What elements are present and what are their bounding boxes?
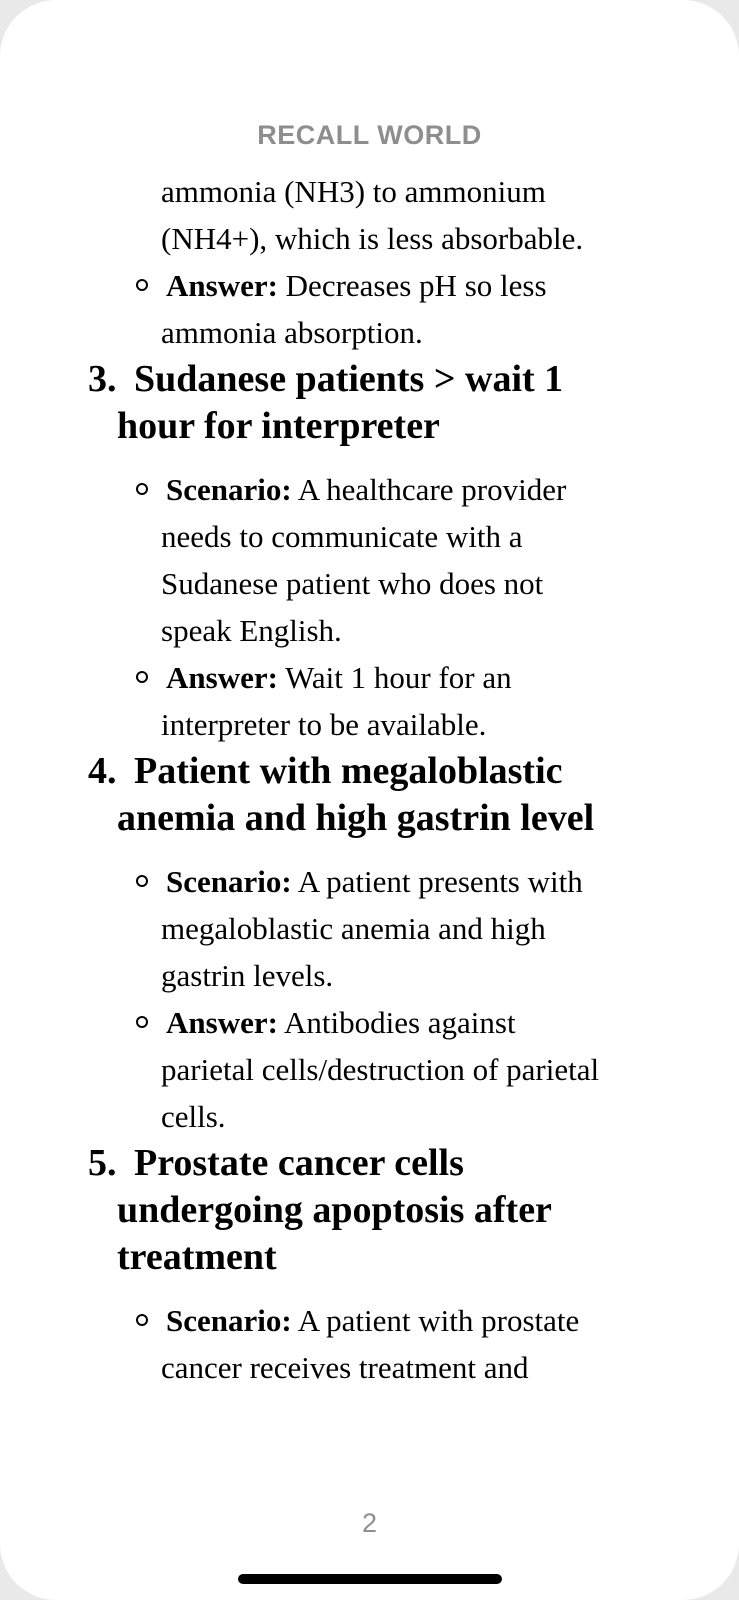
text-line: megaloblastic anemia and high (161, 911, 546, 946)
answer-label: Answer: (166, 268, 278, 303)
text-line: ammonia absorption. (161, 315, 423, 350)
text-line: interpreter to be available. (161, 707, 487, 742)
hollow-bullet-icon (136, 671, 148, 683)
answer-bullet (0, 999, 739, 1046)
scenario-bullet (0, 466, 739, 513)
item-number: 4. (88, 750, 117, 792)
hollow-bullet-icon (136, 279, 148, 291)
heading-line: Prostate cancer cells (134, 1142, 464, 1184)
answer-bullet (0, 262, 739, 309)
scenario-text: A patient presents with (297, 864, 583, 899)
text-line: cells. (161, 1099, 226, 1134)
text-line: cancer receives treatment and (161, 1350, 529, 1385)
scenario-label: Scenario: (166, 864, 292, 899)
text-line: ammonia (NH3) to ammonium (161, 174, 546, 209)
answer-label: Answer: (166, 660, 278, 695)
home-indicator[interactable] (238, 1574, 502, 1584)
heading-line: hour for interpreter (117, 405, 440, 447)
heading-line: Sudanese patients > wait 1 (134, 358, 564, 400)
item-heading-cont (0, 795, 739, 842)
heading-line: anemia and high gastrin level (117, 797, 595, 839)
page-number: 2 (361, 1508, 378, 1538)
heading-line: treatment (117, 1236, 277, 1278)
text-line: speak English. (161, 613, 342, 648)
book-title: RECALL WORLD (257, 120, 482, 150)
heading-line: Patient with megaloblastic (134, 750, 563, 792)
item-heading (0, 356, 739, 403)
scenario-label: Scenario: (166, 472, 292, 507)
answer-label: Answer: (166, 1005, 278, 1040)
item-heading-cont (0, 403, 739, 450)
item-heading-cont (0, 1187, 739, 1234)
scenario-bullet (0, 1297, 739, 1344)
answer-text: Decreases pH so less (285, 268, 547, 303)
heading-line: undergoing apoptosis after (117, 1189, 552, 1231)
item-heading (0, 748, 739, 795)
scenario-bullet (0, 858, 739, 905)
answer-text: Wait 1 hour for an (285, 660, 512, 695)
text-line: (NH4+), which is less absorbable. (161, 221, 584, 256)
scenario-label: Scenario: (166, 1303, 292, 1338)
answer-text: Antibodies against (283, 1005, 516, 1040)
item-heading (0, 1140, 739, 1187)
item-number: 3. (88, 358, 117, 400)
page-content[interactable] (0, 168, 739, 1391)
text-line: Sudanese patient who does not (161, 566, 544, 601)
text-line: gastrin levels. (161, 958, 334, 993)
hollow-bullet-icon (136, 483, 148, 495)
scenario-text: A healthcare provider (297, 472, 567, 507)
scenario-text: A patient with prostate (297, 1303, 580, 1338)
hollow-bullet-icon (136, 875, 148, 887)
text-line: parietal cells/destruction of parietal (161, 1052, 600, 1087)
text-line: needs to communicate with a (161, 519, 523, 554)
hollow-bullet-icon (136, 1314, 148, 1326)
item-heading-cont (0, 1234, 739, 1281)
item-number: 5. (88, 1142, 117, 1184)
answer-bullet (0, 654, 739, 701)
hollow-bullet-icon (136, 1016, 148, 1028)
